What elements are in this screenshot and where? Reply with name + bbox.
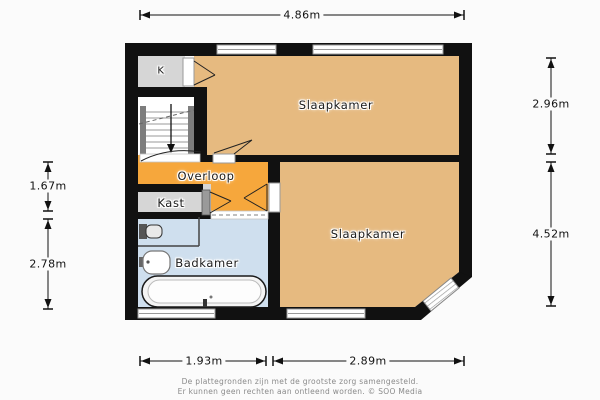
- door-bedroom-bottom: [269, 183, 280, 212]
- door-bedroom-top: [213, 154, 235, 163]
- bathtub: [142, 276, 266, 307]
- stairwell: [138, 95, 194, 155]
- dim-bottom-left: 1.93m: [182, 355, 225, 368]
- footer-disclaimer-line2: Er kunnen geen rechten aan ontleend worden. © SOO Media: [177, 387, 423, 396]
- label-landing: Overloop: [177, 169, 235, 183]
- door-closet-k: [183, 58, 194, 86]
- label-bedroom-bottom: Slaapkamer: [330, 227, 406, 241]
- label-closet-k: K: [157, 65, 165, 77]
- label-closet: Kast: [157, 196, 185, 210]
- dim-right-bottom: 4.52m: [529, 228, 572, 241]
- footer-disclaimer-line1: De plattegronden zijn met de grootste zorg samengesteld.: [181, 377, 419, 386]
- toilet: [139, 224, 162, 239]
- dim-left-top: 1.67m: [26, 180, 69, 193]
- dim-left-bottom: 2.78m: [26, 258, 69, 271]
- dim-right-top: 2.96m: [529, 98, 572, 111]
- dim-bottom-right: 2.89m: [346, 355, 389, 368]
- door-leaf-closet: [202, 190, 210, 215]
- label-bedroom-top: Slaapkamer: [298, 98, 374, 112]
- label-bathroom: Badkamer: [175, 256, 239, 270]
- opening-stairs: [140, 154, 200, 162]
- dim-top: 4.86m: [280, 9, 323, 22]
